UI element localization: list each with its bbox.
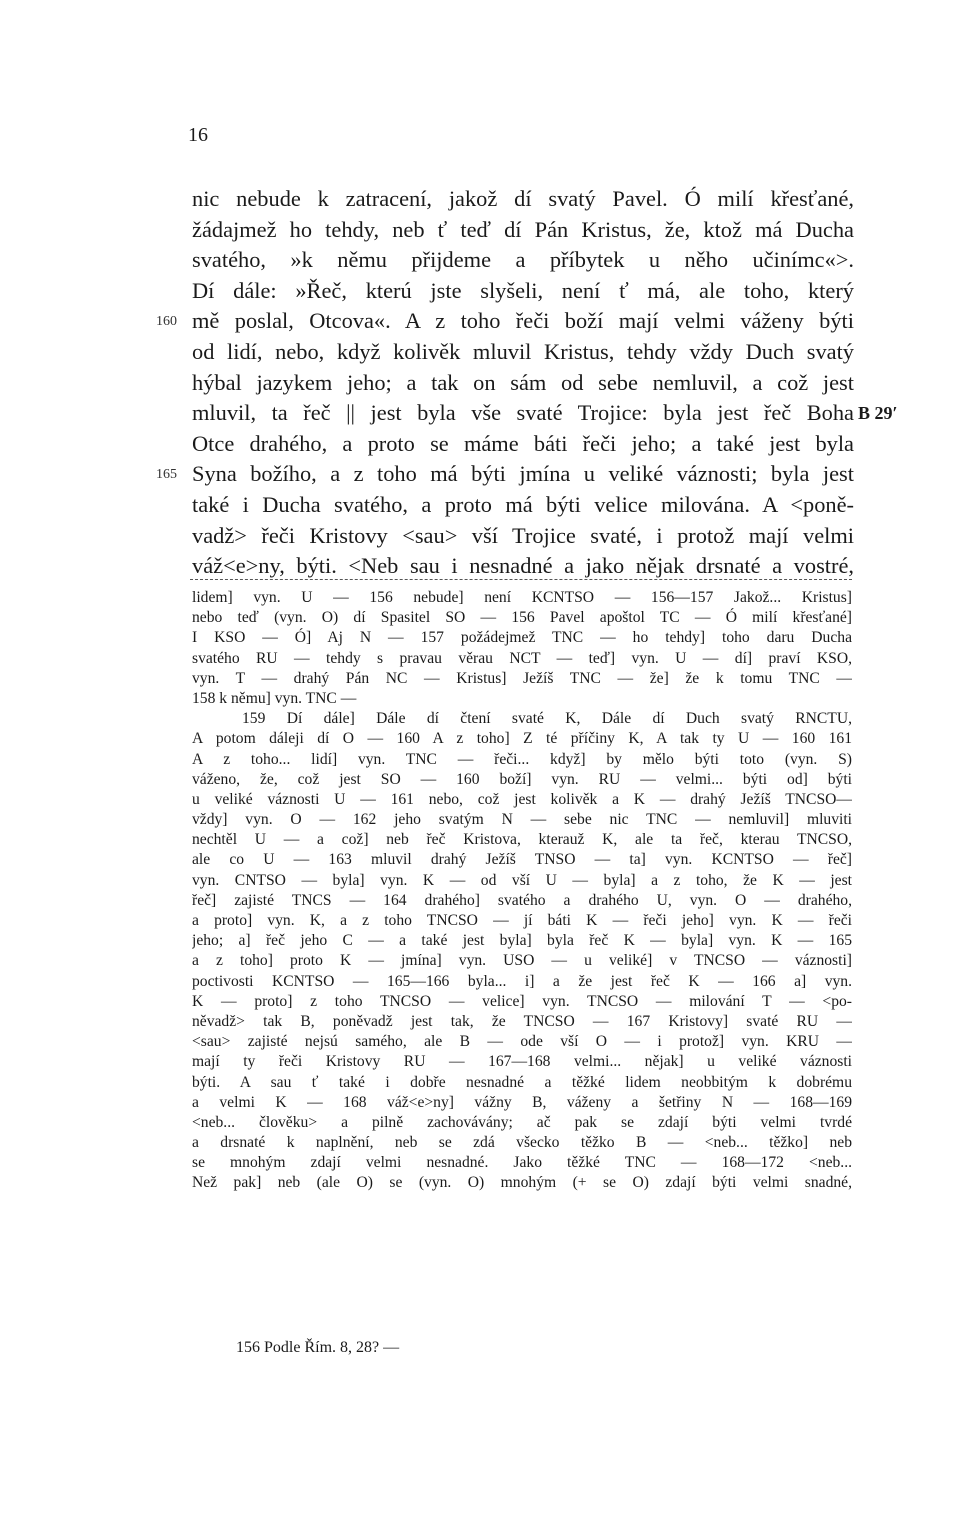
main-text-content: Dí dále: »Řeč, kterú jste slyšeli, není ť má, ale toho, který — [192, 277, 854, 303]
main-text-content: také i Ducha svatého, a proto má býti velice milována. A <poně- — [192, 491, 854, 517]
apparatus-line: a velmi K — 168 váž<e>ny] vážny B, váženy a šetřiny N — 168—169 — [192, 1093, 852, 1111]
apparatus-line: <neb... člověku> a pilně zachovávány; ač pak se zdají býti velmi tvrdé — [192, 1113, 852, 1131]
main-text-content: vadž> řeči Kristovy <sau> vší Trojice svaté, i protož mají velmi — [192, 522, 854, 548]
apparatus-line: lidem] vyn. U — 156 nebude] není KCNTSO — 156—157 Jakož... Kristus] — [192, 589, 852, 606]
apparatus-line: řeč] zajisté TNCS — 164 drahého] svatého a drahého U, vyn. O — drahého, — [192, 891, 852, 909]
main-text-content: váž<e>ny, býti. <Neb sau i nesnadné a jako nějak drsnaté a vostré, — [192, 553, 854, 579]
main-text-content: mě poslal, Otcova«. A z toho řeči boží mají velmi váženy býti — [192, 308, 854, 334]
apparatus-line: Než pak] neb (ale O) se (vyn. O) mnohým (+ se O) zdají býti velmi snadné, — [192, 1174, 852, 1192]
apparatus-line: nebo teď (vyn. O) dí Spasitel SO — 156 Pavel apoštol TC — Ó milí křesťané] — [192, 609, 852, 627]
apparatus-line: 158 k němu] vyn. TNC — — [192, 689, 357, 707]
apparatus-line: vyn. CNTSO — byla] vyn. K — od vší U — byla] a z toho, že K — jest — [192, 871, 852, 889]
apparatus-divider — [190, 579, 852, 580]
main-text-line — [156, 459, 854, 490]
main-text-content: Otce drahého, a proto se máme báti řeči jeho; a také jest byla — [192, 430, 854, 456]
main-text-content: mluvil, ta řeč || jest byla vše svaté Trojice: byla jest řeč Boha — [192, 400, 854, 426]
apparatus-line: K — proto] z toho TNCSO — velice] vyn. TNCSO — milování T — <po- — [192, 992, 852, 1010]
critical-apparatus — [192, 588, 852, 1194]
main-text-line — [192, 551, 854, 582]
main-text-line — [192, 215, 854, 246]
main-text-content: žádajmež ho tehdy, neb ť teď dí Pán Kristus, že, ktož má Ducha — [192, 216, 854, 242]
apparatus-line: vždy] vyn. O — 162 jeho svatým N — sebe nic TNC — nemluvil] mluviti — [192, 811, 852, 829]
apparatus-line: váženo, že, což jest SO — 160 boží] vyn. RU — velmi... býti od] býti — [192, 770, 852, 788]
main-text — [156, 184, 898, 582]
main-text-line — [192, 368, 854, 399]
main-text-line — [192, 337, 854, 368]
main-text-line — [192, 429, 854, 460]
main-text-content: hýbal jazykem jeho; a tak on sám od sebe nemluvil, a což jest — [192, 369, 854, 395]
main-text-content: Syna božího, a z toho má býti jmína u veliké váznosti; byla jest — [192, 461, 854, 487]
main-text-line — [192, 184, 854, 215]
apparatus-line: mají ty řeči Kristovy RU — 167—168 velmi... nějak] u veliké váznosti — [192, 1053, 852, 1071]
apparatus-line: se mnohým zdají velmi nesnadné. Jako těžké TNC — 168—172 <neb... — [192, 1154, 852, 1172]
main-text-line — [192, 398, 898, 429]
apparatus-line: jeho; a] řeč jeho C — a také jest byla] byla řeč K — byla] vyn. K — 165 — [192, 932, 852, 950]
main-text-content: od lidí, nebo, když kolivěk mluvil Kristus, tehdy vždy Duch svatý — [192, 338, 854, 364]
apparatus-line: svatého RU — tehdy s pravau věrau NCT — teď] vyn. U — dí] praví KSO, — [192, 649, 852, 667]
apparatus-line: 159 Dí dále] Dále dí čtení svaté K, Dále dí Duch svatý RNCTU, — [242, 710, 852, 728]
apparatus-line: a z toho] proto K — jmína] vyn. USO — u veliké] v TNCSO — váznosti] — [192, 952, 852, 970]
apparatus-line: I KSO — Ó] Aj N — 157 požádejmež TNC — ho tehdy] toho daru Ducha — [192, 629, 852, 647]
main-text-line — [192, 276, 854, 307]
apparatus-line: býti. A sau ť také i dobře nesnadné a těžké lidem neobbitým k dobrému — [192, 1073, 852, 1091]
main-text-line — [192, 521, 854, 552]
main-text-content: nic nebude k zatracení, jakož dí svatý Pavel. Ó milí křesťané, — [192, 186, 854, 211]
page-number: 16 — [188, 124, 208, 146]
apparatus-line: a proto] vyn. K, a z toho TNCSO — jí báti K — řeči jeho] vyn. K — řeči — [192, 912, 852, 929]
apparatus-line: něvadž> tak B, poněvadž jest tak, že TNCSO — 167 Kristovy] svaté RU — — [192, 1012, 852, 1030]
line-number: 165 — [156, 467, 177, 483]
main-text-content: svatého, »k němu přijdeme a příbytek u něho učinímc«>. — [192, 247, 854, 273]
apparatus-line: u veliké váznosti U — 161 nebo, což jest kolivěk a K — drahý Ježíš TNCSO— — [192, 790, 852, 808]
apparatus-line: ale co U — 163 mluvil drahý Ježíš TNSO — ta] vyn. KCNTSO — řeč] — [192, 851, 852, 869]
main-text-line — [192, 490, 854, 521]
apparatus-line: A potom dáleji dí O — 160 A z toho] Z té příčiny K, A tak ty U — 160 161 — [192, 730, 852, 748]
apparatus-line: poctivosti KCNTSO — 165—166 byla... i] a že jest řeč K — 166 a] vyn. — [192, 972, 852, 990]
apparatus-line: vyn. T — drahý Pán NC — Kristus] Ježíš TNC — že] že k tomu TNC — — [192, 669, 852, 687]
apparatus-line: a drsnaté k naplnění, neb se zdá všecko těžko B — <neb... těžko] neb — [192, 1134, 852, 1152]
footnote: 156 Podle Řím. 8, 28? — — [236, 1339, 400, 1356]
main-text-line — [156, 306, 854, 337]
apparatus-line: nechtěl U — a což] neb řeč Kristova, kterauž K, ale ta řeč, kterau TNCSO, — [192, 831, 852, 849]
main-text-line — [192, 245, 854, 276]
apparatus-line: A z toho... lidí] vyn. TNC — řeči... když] by mělo býti toto (vyn. S) — [192, 750, 852, 768]
apparatus-line: <sau> zajisté nejsú samého, ale B — ode vší O — i protož] vyn. KRU — — [192, 1033, 852, 1051]
margin-folio-mark: B 29′ — [858, 403, 898, 424]
line-number: 160 — [156, 314, 177, 330]
